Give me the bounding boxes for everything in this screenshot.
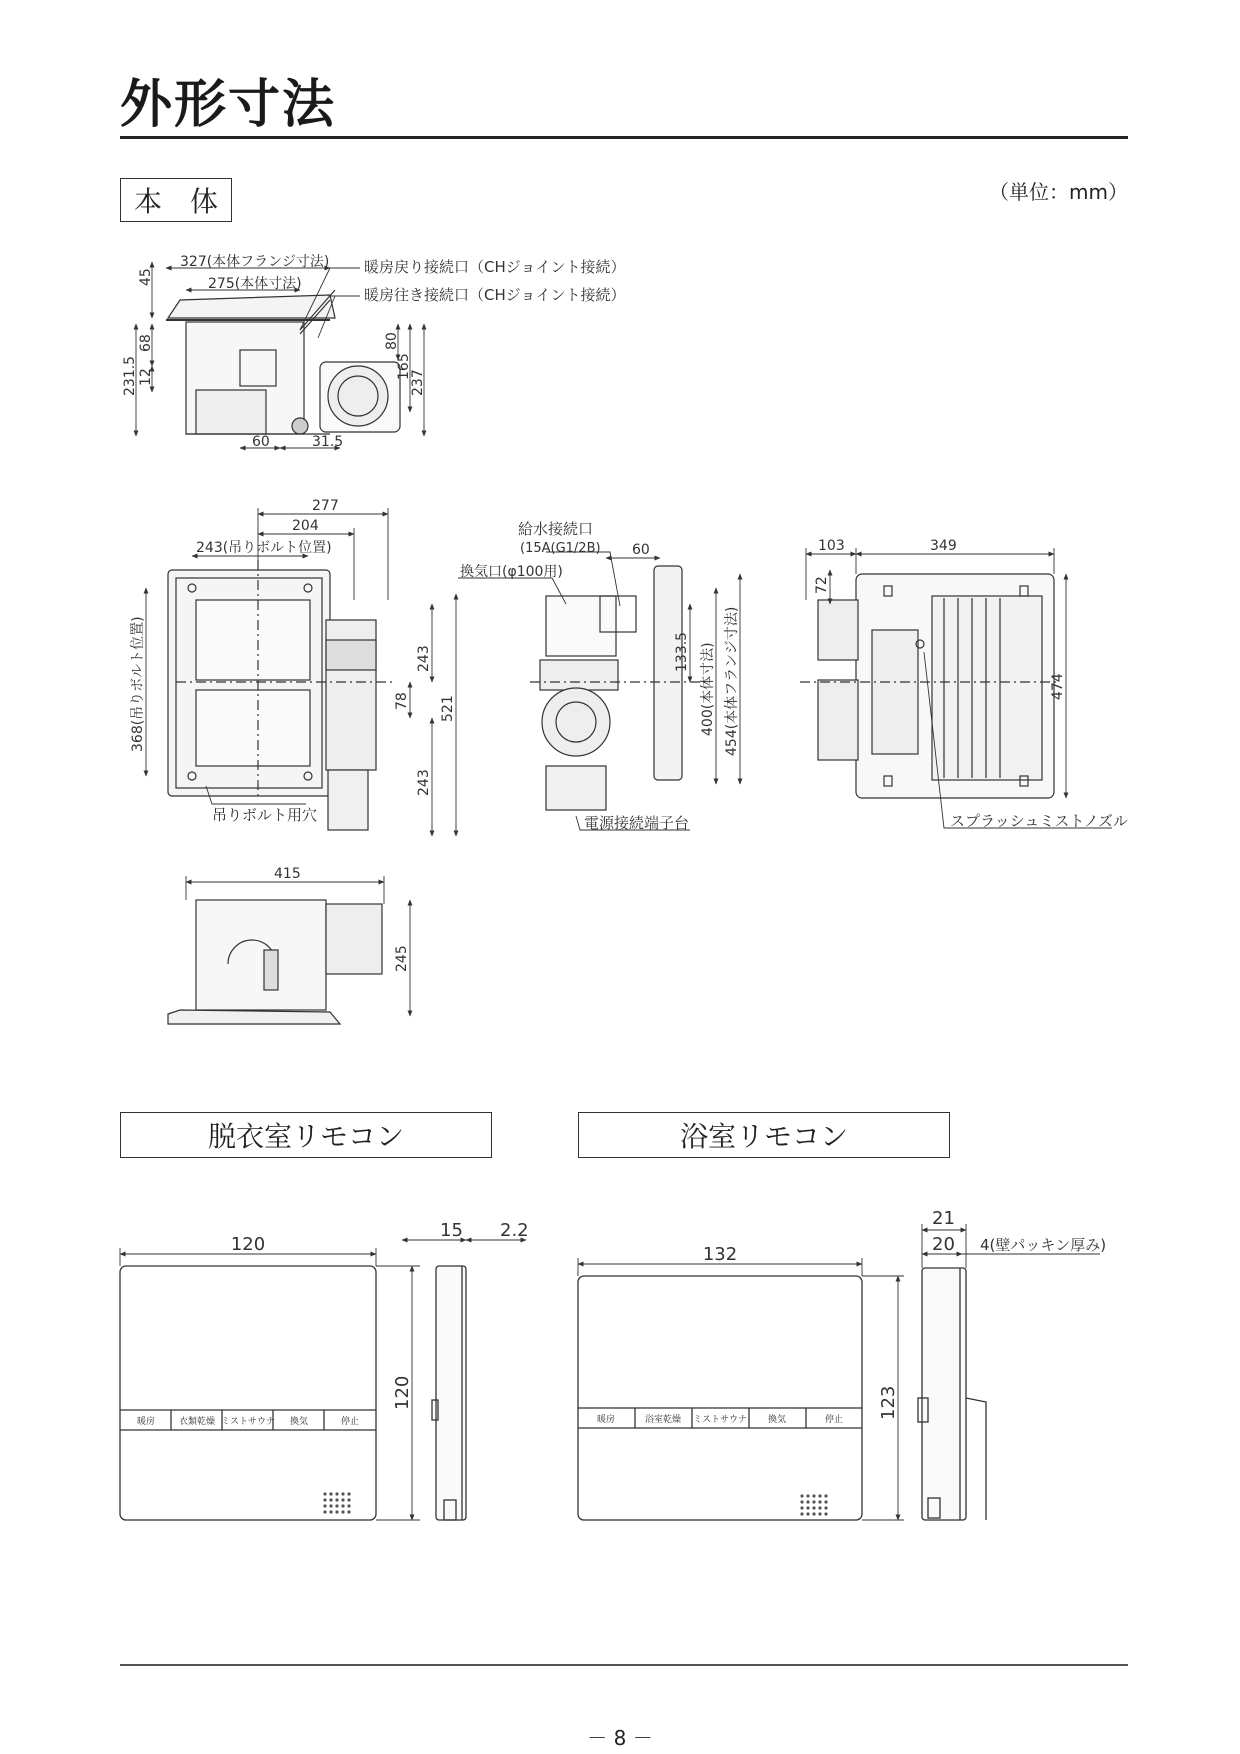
front-dim-400: 400(本体寸法)	[700, 642, 716, 736]
dressing-dim-depth: 15	[440, 1220, 463, 1241]
bathroom-btn-bath-dry[interactable]: 浴室乾燥	[644, 1415, 682, 1425]
top-view	[168, 560, 395, 830]
bathroom-btn-stop[interactable]: 停止	[824, 1415, 844, 1425]
dressing-btn-stop[interactable]: 停止	[340, 1417, 360, 1427]
top-dim-243-b: 243	[416, 769, 432, 796]
side-dim-60: 60	[252, 434, 270, 450]
top-dim-521: 521	[440, 695, 456, 722]
side-dim-80: 80	[384, 332, 400, 350]
grille-dim-72: 72	[814, 576, 830, 594]
side-dim-68: 68	[138, 334, 154, 352]
dressing-btn-clothes-dry[interactable]: 衣類乾燥	[178, 1417, 216, 1427]
unit-label: （単位：mm）	[989, 180, 1128, 204]
section-label-bathroom-remote-text: 浴室リモコン	[679, 1120, 848, 1153]
side-dim-12: 12	[138, 368, 154, 386]
top-dim-78: 78	[394, 692, 410, 710]
top-dim-243-a: 243	[416, 645, 432, 672]
callout-heating-supply: 暖房往き接続口（CHジョイント接続）	[364, 286, 626, 304]
page-number: － 8 －	[587, 1726, 653, 1750]
grille-dim-349: 349	[930, 538, 957, 554]
callout-water-inlet-spec: (15A(G1/2B)	[520, 541, 601, 556]
dressing-remote-side	[432, 1266, 466, 1520]
callout-heating-return: 暖房戻り接続口（CHジョイント接続）	[364, 258, 626, 276]
side-dim-45: 45	[138, 268, 154, 286]
side-dim-327: 327(本体フランジ寸法)	[180, 254, 330, 270]
dressing-dim-width: 120	[230, 1234, 266, 1255]
bathroom-btn-ventilation[interactable]: 換気	[767, 1415, 787, 1425]
callout-water-inlet: 給水接続口	[518, 520, 594, 538]
bathroom-dim-packing: 4(壁パッキン厚み)	[980, 1236, 1107, 1254]
front-dim-454: 454(本体フランジ寸法)	[724, 606, 740, 756]
dressing-dim-2-2: 2.2	[500, 1220, 529, 1241]
top-dim-277: 277	[312, 498, 339, 514]
section-label-main-body-text: 本 体	[133, 185, 218, 218]
bathroom-btn-mist-sauna[interactable]: ミストサウナ	[692, 1415, 748, 1425]
top-dim-243-bolt: 243(吊りボルト位置)	[196, 540, 332, 556]
bathroom-dim-height: 123	[878, 1385, 899, 1420]
front-dim-60: 60	[632, 542, 650, 558]
dressing-btn-ventilation[interactable]: 換気	[289, 1417, 309, 1427]
bottom-dim-245: 245	[394, 945, 410, 972]
bathroom-btn-heating[interactable]: 暖房	[596, 1415, 616, 1425]
dressing-remote-front	[120, 1266, 376, 1520]
dressing-dim-height: 120	[392, 1375, 413, 1410]
callout-mist-nozzle: スプラッシュミストノズル	[950, 812, 1128, 830]
callout-bolt-hole: 吊りボルト用穴	[212, 806, 318, 824]
dressing-btn-heating[interactable]: 暖房	[136, 1417, 156, 1427]
front-dim-133-5: 133.5	[674, 631, 690, 672]
bathroom-remote-front	[578, 1276, 862, 1520]
bathroom-remote-side	[918, 1268, 986, 1520]
callout-vent: 換気口(φ100用)	[460, 564, 563, 580]
grille-dim-474: 474	[1050, 673, 1066, 700]
section-label-dressing-remote-text: 脱衣室リモコン	[207, 1120, 404, 1153]
side-dim-275: 275(本体寸法)	[208, 276, 302, 292]
grille-view	[800, 574, 1060, 798]
side-dim-165: 165	[396, 353, 412, 380]
bottom-view	[168, 900, 382, 1024]
dressing-btn-mist-sauna[interactable]: ミストサウナ	[220, 1417, 276, 1427]
grille-dim-103: 103	[818, 538, 845, 554]
callout-power-terminal: 電源接続端子台	[584, 814, 690, 832]
top-dim-368-bolt: 368(吊りボルト位置)	[130, 616, 146, 752]
side-view	[166, 290, 400, 434]
bathroom-dim-21: 21	[932, 1208, 955, 1229]
page-title: 外形寸法	[120, 75, 337, 135]
front-view	[530, 566, 700, 810]
side-dim-237: 237	[410, 369, 426, 396]
top-dim-204: 204	[292, 518, 319, 534]
side-dim-231-5: 231.5	[122, 355, 138, 396]
bathroom-dim-20: 20	[932, 1234, 955, 1255]
bottom-dim-415: 415	[274, 866, 301, 882]
side-dim-31-5: 31.5	[312, 434, 344, 450]
bathroom-dim-width: 132	[702, 1244, 738, 1265]
